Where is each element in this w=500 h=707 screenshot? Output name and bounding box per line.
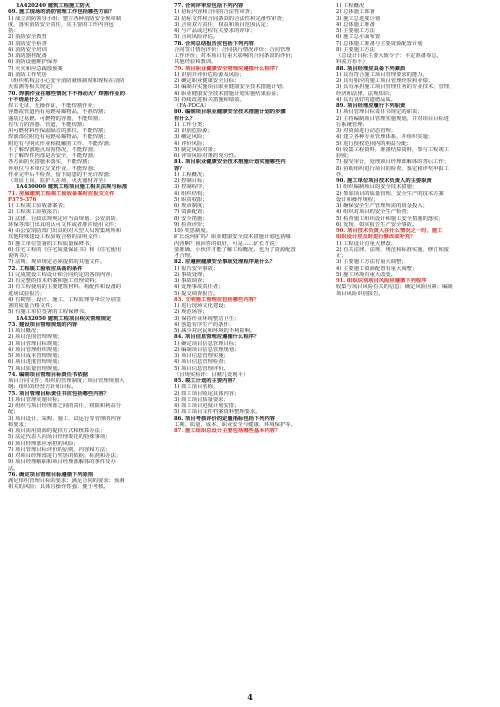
text-line: 7) 灭火和应急疏散预案 [8, 65, 63, 72]
text-line: 焊工无证、无操作证，不能焊割作业； [8, 103, 99, 109]
text-line: 有压力的容器、管道，不能焊割； [8, 121, 88, 128]
text-line: 6) 消防设施维护保养 [8, 59, 58, 66]
text-line: 2) 确定职业健康安全目标； [174, 78, 240, 84]
text-line: 环保等部门出具的认可文件或者准许使用文件； [8, 221, 120, 228]
text-line: 2) 规范场容； [174, 309, 208, 316]
text-line: 4) 建立各种专业管理体系，并组织实施； [336, 134, 434, 141]
text-line: 作业完毕后不检查，留下隐患的不允许焊割； [8, 171, 114, 178]
text-line: 5) 合同风险评估。 [174, 34, 219, 41]
text-line: 5) 有施工单位签署的工程保修书。 [8, 309, 90, 316]
text-line: 3) 竣工项目质量要求； [174, 396, 229, 403]
text-line: 4) 处理事故责任者； [174, 284, 224, 291]
text-line: 1) 竣工项目名称； [174, 384, 219, 391]
column-middle [174, 3, 332, 687]
text-line: 3) 确定风险； [174, 134, 208, 141]
column-left [8, 3, 170, 687]
text-line: 5) 竣工项目文件档案资料整理要求。 [174, 409, 261, 416]
text-line: 2) 总体施工部署 [336, 9, 375, 16]
section-heading: 89. 项目经理应履行下列职责 [336, 103, 406, 109]
text-line: 3) 法律、行政法规规定应当由规划、公安消防、 [8, 215, 122, 222]
text-line: 2) 编制项目信息管理规划； [174, 346, 240, 353]
text-line: 作。 [336, 171, 347, 178]
text-line: 工作评价；对本项目有重大影响的合同条款的评价； [174, 53, 296, 59]
text-line: 1) 具有符合施工项目管理要求的能力， [336, 71, 428, 78]
section-heading: 77. 合同评审应包括下列内容 [174, 3, 244, 9]
text-line: 6) 住宅工程的《住宅质量保证书》和《住宅使用 [8, 246, 122, 253]
text-line: 5) 施工单位签署的工程质量保修书； [8, 240, 95, 247]
text-line: 4) 与产品或过程有关要求的评审； [174, 28, 256, 34]
section-heading: 71. 房屋建筑工程竣工验收备案时应报交文件 [8, 190, 115, 197]
text-line: 2) 具有相应的施工项目管理经验和业绩； [336, 78, 434, 84]
text-line: （FA-PDCA） [174, 103, 210, 109]
text-line: 合同签订情况评价；合同执行情况评价；合同管理 [174, 46, 291, 53]
text-line: 9) 检查评价； [174, 221, 208, 228]
text-line: 7) 项目管理目标评价的原则、内容和方法； [8, 446, 111, 453]
text-line: 3) 有工程使用的主要建筑材料、构配件和设备的 [8, 284, 122, 291]
text-line: 6) 规章制度； [174, 203, 208, 209]
section-heading: 容？ [174, 165, 185, 172]
text-line: 满足组织管理目标的要求；满足合同的要求；预测 [8, 478, 125, 484]
text-line: 验收； [336, 153, 352, 159]
text-line: 收集与项目风险有关的信息；确定风险因素；编制 [336, 284, 453, 291]
text-line: 其他经验和教训。 [174, 59, 217, 66]
text-line: 项目风险识别报告。 [336, 290, 384, 297]
text-line: 4) 项目管理组织规划； [8, 346, 63, 353]
text-line: 3) 消防安全检查 [8, 40, 47, 47]
section-heading: 85. 竣工计划的主要内容？ [174, 378, 239, 384]
text-line: 1) 进行现场文化建设； [174, 303, 229, 309]
text-line: 6) 评审风险对策的充分性。 [174, 153, 240, 159]
text-line: 4) 评价风险； [174, 140, 208, 147]
text-line: 7) 总体施工准备与主要资源配置计划 [336, 40, 423, 47]
text-line: 4) 项目信息管理检查； [174, 359, 229, 366]
text-line: 2) 工程竣工验收报告； [8, 209, 63, 216]
text-line: 4) 由公安消防部门出具的对大型人员密集场所和 [8, 228, 122, 234]
text-line: 10) 奖惩制度。 [174, 228, 211, 234]
text-line: 4) 组织对项目的安全生产检查； [336, 209, 412, 216]
text-line: 1) 项目概况； [8, 328, 42, 334]
text-line: 不了解焊件内部是否安全，不能焊割； [8, 153, 99, 159]
text-line: 纲；组织的经营方针和目标。 [8, 384, 77, 391]
text-line: 署的质量合格文件； [8, 303, 56, 309]
text-line: 项目合同文件；组织的管理制度；项目管理规划大 [8, 378, 125, 384]
text-line: 1) 组织编制项目的安全技术措施； [336, 184, 418, 191]
text-line: （总设计目标主要大致令子：平定准备筹总， [336, 53, 442, 59]
text-line: 2) 有关法律、法规、规范和标准实施、修订和废 [336, 246, 450, 253]
text-line: 7) 接受审计，处理项目经理部解体的善后工作； [336, 159, 450, 166]
text-line: 3) 具有承担施工项目管理任务的专业技术、管理、 [336, 84, 455, 91]
text-line: 3) 编制并实施项目职业健康安全技术措施计划； [174, 84, 288, 91]
text-line: 5) 制定风险对策； [174, 146, 219, 153]
text-line: 1) 工程概况 [336, 3, 365, 9]
text-line: （目规实检评：目测几处观平） [174, 371, 249, 378]
text-line: 6) 收集工程资料，准备结算资料，参与工程竣工 [336, 146, 450, 153]
text-line: 法。 [8, 465, 19, 472]
text-line: 3) 主要施工方法有重大调整； [336, 259, 407, 266]
text-line: 5) 提交调查报告。 [174, 290, 219, 297]
text-line: 说明书》； [8, 253, 32, 259]
text-line: 4) 竣工项目进度计划安排； [174, 403, 240, 409]
section-heading: 78. 合同总结报告应包括下列内容 [174, 40, 254, 47]
text-line: 1) 工程设计有重大修改； [336, 240, 397, 247]
page-number: 4 [247, 692, 253, 702]
text-line: 止； [336, 253, 347, 259]
section-heading: 90. 项目技术负责人在什么情况之一时，施工 [336, 228, 443, 234]
text-line: 其他特殊建设工程验收合格的证明文件； [8, 234, 104, 241]
text-line: 1) 确定项目信息管理目标； [174, 340, 240, 347]
section-heading: 81. 项目职业健康安全技术措施计划实施哪些内 [174, 159, 286, 166]
section-heading: 1A432050 建筑工程项目相关管理规定 [16, 315, 112, 322]
text-line: 5) 消防器材配备 [8, 53, 47, 59]
section-heading: 有什么？ [174, 115, 196, 122]
text-line: 2) 参加项目的质量管理、安全生产的技术方案 [336, 190, 444, 197]
text-line: 焊割部位附近有易燃易爆物品，不能焊割； [8, 134, 109, 141]
section-heading: 1A420240 建筑工程施工防火 [16, 3, 91, 9]
text-line: 5) 项目信息管理评价。 [174, 365, 229, 372]
text-line: 8) 安全措施； [174, 215, 208, 222]
text-line: 4) 组织结构； [174, 190, 208, 197]
column-right [336, 3, 494, 687]
text-line: 8) 协助组织进行项目的检查、鉴定和评奖申报工 [336, 165, 450, 172]
text-line: 行系统管理； [336, 121, 368, 128]
text-line: （组织机构会小心安全消防就班制度和现程在动防 [8, 78, 125, 84]
text-line: 1) 项目管理实施目标； [8, 396, 63, 403]
section-heading: 72. 工程竣工验收应具备的条件 [8, 265, 83, 272]
text-line: 8) 消防工作奖惩 [8, 71, 47, 78]
text-line: 2) 主持编制项目管理实施规划，并对项目目标进 [336, 115, 450, 122]
section-heading: 82. 应遵照健康安全事故处理程序是什么？ [174, 259, 276, 266]
text-line: 5) 项目成本管理规划； [8, 353, 63, 359]
text-line: 1) 识别并评价危险源及风险； [174, 71, 245, 78]
text-line: 5) 减少对居民和环境的不利影响。 [174, 328, 256, 334]
section-heading: 76. 确定项目管理目标遵循下列原则 [8, 471, 94, 478]
text-line: 8) 对项目经理部进行奖惩的依据、标准和办法； [8, 453, 122, 459]
text-line: 1) 项目管理目标责任书规定的职责； [336, 109, 423, 116]
section-heading: 88. 项目经理应具备下列素质 [336, 65, 406, 72]
section-heading: 十不烧是什么？ [8, 96, 46, 103]
text-line: 5) 法定代表人向项目经理委托的特殊事项； [8, 434, 111, 441]
text-line: 3) 施工总进度计划 [336, 15, 381, 22]
text-line: 4) 职业健康安全技术措施计划实施结果验证； [174, 90, 282, 97]
text-line: 料流方布平） [336, 59, 368, 66]
section-heading: 75. 项目管理目标责任书应包括哪些内容？ [8, 390, 110, 397]
text-line: 容器或管道内有易燃易爆物品，不准焊割； [8, 109, 109, 116]
section-heading: 91. 组织识别项目风险应遵循下列程序 [336, 278, 427, 284]
text-line: 2) 识别危险源； [174, 128, 213, 134]
text-line: 度，落实消防安全责任，其主要的工作内容包 [8, 21, 114, 28]
text-line: 进场试验报告； [8, 290, 46, 297]
text-line: 5) 持续改进相关措施和绩效。 [174, 96, 245, 103]
text-line: 3) 项目管理目标规划； [8, 340, 63, 347]
text-line: 设计和操作规程； [336, 196, 379, 203]
section-heading: 84. 项目信息管理应遵循什么程序？ [174, 334, 260, 341]
text-line: 5) 施工环境有重大改变。 [336, 271, 397, 278]
text-line: 4) 主要施工资源配置有重大调整； [336, 265, 418, 272]
text-line: 3) 项目设计、采购、施工、试运行等管理的内容 [8, 415, 122, 422]
text-line: 1) 报告安全事故； [174, 265, 219, 272]
text-line: 1) 招标内容和合同的合法性审查； [174, 9, 256, 16]
text-line: 2) 组织与项目经理部之间的责任、权限和利益分 [8, 403, 122, 409]
text-line: 和要求； [8, 421, 30, 428]
text-line: 3) 对资源进行动态管理； [336, 128, 397, 134]
text-line: 2) 事故处理； [174, 271, 208, 278]
text-line: 3) 合同双方责任、权益和项目范围认定； [174, 21, 272, 28]
text-line: 不了解焊割地点周围情况，不能焊割； [8, 146, 99, 153]
section-heading: 1A430000 建筑工程项目施工相关法规与标准 [16, 184, 128, 191]
text-line: 7) 项目质量管理规划。 [8, 365, 63, 372]
text-line: 5) 主要施工方法 [336, 28, 375, 34]
section-heading: 69. 施工现场的消防管理工作包括哪些方面？ [8, 9, 115, 16]
text-line: 2) 有完整的技术档案和施工管理资料； [8, 278, 100, 284]
text-line: 1) 工作分类； [174, 121, 208, 128]
text-line: （双证上岗，监护人在场，灭火器材齐全） [8, 178, 109, 184]
text-line: 配； [8, 409, 19, 416]
text-line: 2) 项目范围管理规划； [8, 334, 63, 341]
section-heading: P375-376 [8, 196, 37, 203]
section-heading: 70. 焊割作业在哪些情况下不得动火？焊割作业的 [8, 90, 125, 97]
text-line: 工期、质量、成本、职业安全与健康、环境保护等。 [174, 421, 296, 428]
text-line: 外单位与本单位交叉作业，不能焊割； [8, 165, 99, 172]
text-line: 7) 法规、规章规定必须提供的其他文件。 [8, 259, 106, 266]
text-line: 1) 完成建设工程设计和合同约定的各项内容； [8, 271, 116, 278]
text-line: 火监测等相关规定） [8, 84, 56, 91]
text-line: 4) 具有良好的道德品质。 [336, 96, 397, 103]
text-line: 9) 项目经理解职和项目经理部解体的条件及办 [8, 459, 116, 466]
text-line: 6) 施工总平面布置 [336, 34, 381, 41]
section-heading: 87. 施工组织总设计主要包括哪些基本内容？ [174, 428, 281, 434]
text-line: 5) 进行授权范围内的利益分配； [336, 140, 412, 147]
text-line: 4) 总体施工准备 [336, 21, 375, 28]
text-line: 经济和法律、法规知识； [336, 90, 395, 97]
section-heading: 83. 文明施工管理应包括哪些内容？ [174, 296, 260, 303]
text-line: 矿长说何矿吗？职业健康安全技术措施计划包括哪 [174, 234, 291, 241]
text-line: 2) 竣工项目收尾具体内容； [174, 390, 240, 397]
section-heading: 73. 建设项目管理规划的内容 [8, 321, 78, 328]
text-line: 3) 确保安全生产管理所需的资金投入； [336, 203, 428, 209]
text-line: 7) 资源配置； [174, 209, 208, 216]
text-line: 3) 保持作业环境整洁卫生； [174, 315, 240, 322]
text-line: 5) 检查施工组织设计和施工安全措施的落实； [336, 215, 444, 222]
text-line: 1) 工程竣工验收备案表； [8, 203, 69, 209]
text-line: 1) 工程概况； [174, 171, 208, 178]
text-line: 括： [8, 28, 19, 34]
text-line: 附近有与明火作业相抵触的工作，不能焊割； [8, 140, 114, 147]
text-line: 4) 项目需用资源的提供方式和核算办法； [8, 428, 106, 434]
section-heading: 90. 施工单位项目技术负责人的主要职责 [336, 178, 432, 184]
text-line: 6) 项目经理部应承担的风险； [8, 440, 79, 447]
section-heading: 80. 编制项目职业健康安全技术措施计划的步骤 [174, 109, 286, 116]
section-heading: 组织设计应及时进行修改或补充？ [336, 234, 416, 241]
section-heading: 79. 项目职业健康安全管理应遵循什么程序？ [174, 65, 281, 72]
text-line: 相关的风险；具体且操作性强；便于考核。 [8, 484, 109, 491]
text-line: 用可燃材料作保温隔音的部位，不能焊割； [8, 128, 109, 134]
text-line: 2) 消防安全教育 [8, 34, 47, 41]
section-heading: 86. 项目考核评价的定量指标包括下列内容 [174, 415, 276, 422]
text-line: 2) 招标文件和合同条款的合法性和完备性审查； [174, 15, 288, 22]
text-line: 各方面防火措施未落实，不能焊割； [8, 159, 93, 166]
text-line: 8) 主要施工方法 [336, 46, 375, 53]
text-line: 3) 控制程序； [174, 184, 208, 191]
text-line: 5) 职责权限； [174, 196, 208, 203]
section-heading: 74. 编制项目管理目标责任书依据 [8, 371, 88, 378]
text-line: 盛装过易燃、可燃物的容器，不能焊割； [8, 115, 104, 122]
text-line: 4) 消防安全培训 [8, 46, 47, 53]
text-line: 6) 发现、如实报告生产安全事故。 [336, 221, 418, 228]
text-line: 1) 成立消防领导小组：建立各种消防安全规章制 [8, 15, 122, 22]
text-line: 2) 控制目标； [174, 178, 208, 184]
text-line: 3) 项目信息管理实施； [174, 353, 229, 359]
text-line: 3) 事故调查； [174, 278, 208, 284]
text-line: 4) 创造有序生产的条件； [174, 321, 235, 328]
text-line: 才合理。 [174, 253, 196, 259]
text-line: 4) 有勘察、设计、施工、工程监理等单位分别签 [8, 296, 122, 303]
text-line: 6) 项目进度管理规划； [8, 359, 63, 366]
text-line: 内容啊？我回答的很好，可是……矿长才说： [174, 240, 280, 247]
text-line: 要准确，小伙伴才能了解工程概况，也为了资源配置 [174, 246, 296, 253]
